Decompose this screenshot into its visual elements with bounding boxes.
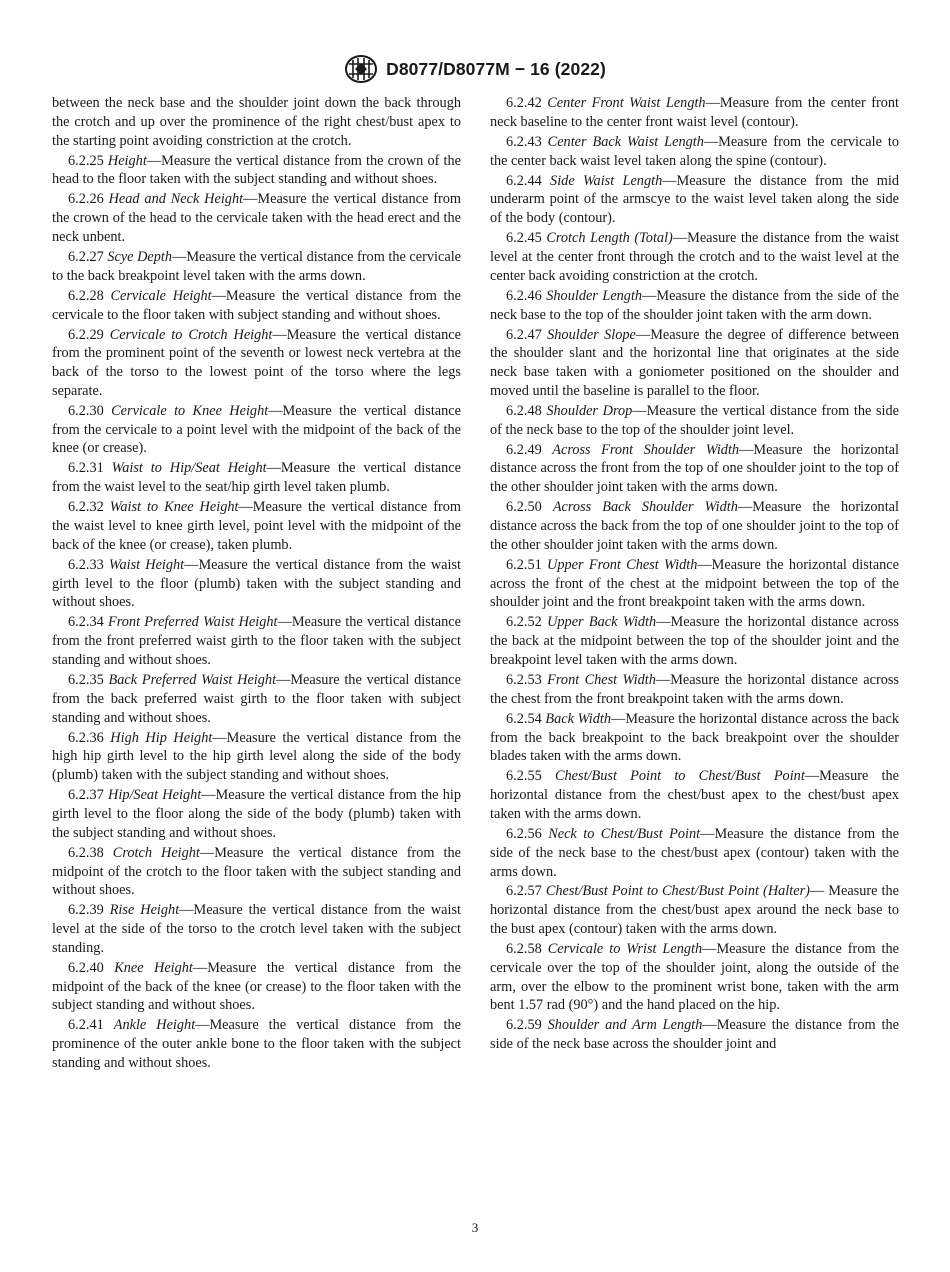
section-number: 6.2.31 — [68, 460, 104, 477]
term-name: Cervicale to Knee Height — [111, 402, 269, 419]
paragraph — [52, 613, 461, 669]
definition-text: —Measure the vertical distance from the prominent point of the seventh or lowest neck vertebra at the back of the torso to the lowest point of the torso where the legs separate. — [52, 326, 461, 399]
paragraph — [52, 786, 461, 842]
term-name: Neck to Chest/Bust Point — [548, 825, 701, 842]
paragraph — [52, 901, 461, 957]
definition-text: — Measure the horizontal distance from the chest/bust apex around the neck base to the bust apex (contour) taken with the arms down. — [490, 883, 899, 938]
term-name: Shoulder Length — [546, 287, 643, 304]
section-number: 6.2.41 — [68, 1017, 104, 1034]
term-name: Knee Height — [114, 959, 193, 976]
definition-text: —Measure the distance from the side of the neck base to the chest/bust apex (contour) taken with the arms down. — [490, 825, 899, 880]
term-name: Cervicale to Wrist Length — [547, 941, 703, 958]
paragraph — [490, 402, 899, 440]
section-number: 6.2.48 — [506, 402, 542, 419]
definition-text: —Measure the distance from the cervicale over the top of the shoulder joint, along the outside of the arm, over the elbow to the prominent wrist bone, taken with the arm bent 1.57 rad (90°) and the hand placed on the hip. — [490, 941, 899, 1014]
paragraph — [52, 459, 461, 497]
definition-text: —Measure the horizontal distance across the back at the midpoint between the top of the shoulder joint and the breakpoint level taken with the arms down. — [490, 614, 899, 668]
astm-logo-icon — [344, 54, 378, 84]
section-number: 6.2.56 — [506, 825, 542, 842]
paragraph — [52, 959, 461, 1015]
definition-text: —Measure the horizontal distance from the chest/bust apex to the chest/bust apex taken with the arms down. — [490, 768, 900, 822]
paragraph — [52, 248, 461, 286]
definition-text: —Measure the distance from the mid underarm point of the armscye to the waist level taken along the side of the body (contour). — [490, 172, 899, 227]
definition-text: —Measure the vertical distance from the high hip girth level to the hip girth level along the side of the body (plumb) taken with the subject standing and without shoes. — [52, 729, 461, 784]
definition-text: —Measure from the cervicale to the center back waist level taken along the spine (contour). — [490, 133, 900, 169]
paragraph — [52, 152, 461, 190]
paragraph — [490, 671, 899, 709]
section-number: 6.2.49 — [506, 441, 542, 458]
section-number: 6.2.45 — [506, 230, 542, 247]
section-number: 6.2.47 — [506, 326, 542, 343]
term-name: Upper Front Chest Width — [547, 556, 698, 573]
section-number: 6.2.44 — [506, 172, 542, 189]
definition-text: —Measure the horizontal distance across the chest from the front breakpoint taken with the arms down. — [490, 671, 899, 707]
paragraph — [490, 172, 899, 228]
term-name: Scye Depth — [107, 248, 173, 265]
section-number: 6.2.29 — [68, 326, 104, 343]
paragraph — [490, 1016, 899, 1054]
definition-text: —Measure the vertical distance from the midpoint of the crotch to the floor taken with the subject standing and without shoes. — [52, 844, 461, 899]
paragraph — [490, 326, 899, 401]
section-number: 6.2.46 — [506, 287, 542, 304]
paragraph — [52, 1016, 461, 1072]
page-header — [0, 52, 950, 86]
definition-text: —Measure the distance from the waist level at the center front through the crotch and to the waist level at the center back avoiding constriction at the crotch. — [490, 230, 899, 284]
definition-text: —Measure the horizontal distance across the front from the top of one shoulder joint to the top of the other shoulder joint taken with the arms down. — [490, 441, 899, 496]
definition-text: —Measure the vertical distance from the waist level at the side of the torso to the crotch level taken with the subject standing. — [52, 902, 461, 956]
paragraph — [490, 94, 899, 132]
section-number: 6.2.50 — [506, 499, 542, 516]
term-name: Chest/Bust Point to Chest/Bust Point — [554, 768, 805, 785]
term-name: Waist to Knee Height — [109, 499, 239, 516]
definition-text: —Measure the vertical distance from the hip girth level to the floor along the side of the body (plumb) taken with the subject standing and without shoes. — [52, 787, 461, 841]
paragraph — [490, 882, 899, 938]
section-number: 6.2.27 — [68, 248, 104, 265]
definition-text: —Measure the vertical distance from the waist level to knee girth level, point level with the midpoint of the back of the knee (or crease), taken plumb. — [52, 499, 461, 553]
definition-text: —Measure the vertical distance from the cervicale to the floor taken with subject standing and without shoes. — [52, 287, 462, 323]
paragraph — [490, 441, 899, 497]
paragraph — [52, 729, 461, 785]
term-name: Across Back Shoulder Width — [552, 499, 738, 516]
term-name: Crotch Height — [112, 844, 200, 861]
term-name: Back Width — [545, 710, 612, 727]
definition-text: —Measure the horizontal distance across the back from the top of one shoulder joint to the top of the other shoulder joint taken with the arms down. — [490, 499, 899, 553]
section-number: 6.2.36 — [68, 729, 104, 746]
section-number: 6.2.40 — [68, 959, 104, 976]
paragraph — [490, 825, 899, 881]
section-number: 6.2.54 — [506, 710, 542, 727]
paragraph — [52, 556, 461, 612]
term-name: Shoulder Slope — [547, 326, 636, 343]
paragraph — [490, 498, 899, 554]
term-name: Front Preferred Waist Height — [108, 614, 278, 631]
paragraph — [52, 326, 461, 401]
paragraph — [490, 556, 899, 612]
paragraph — [490, 767, 899, 823]
term-name: Shoulder and Arm Length — [547, 1017, 703, 1034]
section-number: 6.2.57 — [506, 883, 542, 900]
term-name: Cervicale to Crotch Height — [109, 326, 273, 343]
section-number: 6.2.30 — [68, 402, 104, 419]
paragraph — [490, 613, 899, 669]
term-name: Waist Height — [108, 556, 185, 573]
paragraph — [490, 710, 899, 766]
section-number: 6.2.37 — [68, 787, 104, 804]
definition-text: —Measure the vertical distance from the waist level to the seat/hip girth level taken plumb. — [52, 460, 461, 496]
section-number: 6.2.59 — [506, 1017, 542, 1034]
section-number: 6.2.34 — [68, 614, 104, 631]
page-number: 3 — [471, 1220, 479, 1235]
section-number: 6.2.38 — [68, 844, 104, 861]
section-number: 6.2.33 — [68, 556, 104, 573]
term-name: Rise Height — [109, 902, 180, 919]
term-name: High Hip Height — [110, 729, 213, 746]
term-name: Across Front Shoulder Width — [552, 441, 740, 458]
term-name: Upper Back Width — [547, 614, 657, 631]
section-number: 6.2.51 — [506, 556, 542, 573]
term-name: Crotch Length (Total) — [546, 230, 673, 247]
paragraph — [490, 940, 899, 1015]
term-name: Front Chest Width — [547, 671, 656, 688]
definition-text: between the neck base and the shoulder joint down the back through the crotch and up over the prominence of the right chest/bust apex to the starting point avoiding constriction at the crotch. — [52, 95, 461, 149]
paragraph — [490, 229, 899, 285]
term-name: Chest/Bust Point to Chest/Bust Point (Halter) — [545, 883, 810, 900]
term-name: Ankle Height — [113, 1017, 196, 1034]
paragraph — [52, 844, 461, 900]
definition-text: —Measure from the center front neck baseline to the center front waist level (contour). — [490, 95, 899, 130]
definition-text: —Measure the vertical distance from the cervicale to a point level with the midpoint of the back of the knee (or crease). — [52, 402, 461, 457]
section-number: 6.2.43 — [506, 133, 542, 150]
paragraph — [52, 287, 461, 325]
definition-text: —Measure the degree of difference between the shoulder slant and the horizontal line that originates at the side neck base taken with a goniometer positioned on the shoulder and moved until the baseline is parallel to the floor. — [490, 326, 900, 399]
section-number: 6.2.42 — [506, 95, 542, 111]
paragraph — [52, 94, 461, 150]
section-number: 6.2.52 — [506, 614, 542, 631]
term-name: Side Waist Length — [550, 172, 663, 189]
definition-text: —Measure the vertical distance from the waist girth level to the floor (plumb) taken with the subject standing and without shoes. — [52, 556, 462, 611]
term-name: Hip/Seat Height — [108, 787, 202, 804]
section-number: 6.2.32 — [68, 499, 104, 516]
definition-text: —Measure the vertical distance from the crown of the head to the floor taken with the subject standing and without shoes. — [52, 152, 461, 188]
paragraph — [490, 133, 899, 171]
section-number: 6.2.25 — [68, 152, 104, 169]
definition-text: —Measure the vertical distance from the back preferred waist girth to the floor taken with subject standing and without shoes. — [52, 671, 462, 726]
paragraph — [52, 190, 461, 246]
paragraph — [52, 402, 461, 458]
section-number: 6.2.35 — [68, 671, 104, 688]
section-number: 6.2.58 — [506, 941, 542, 958]
definition-text: —Measure the vertical distance from the midpoint of the back of the knee (or crease) to the floor taken with the subject standing and without shoes. — [52, 959, 461, 1014]
definition-text: —Measure the horizontal distance across the front of the chest at the midpoint between the top of the shoulder joint and the front breakpoint taken with the arms down. — [490, 556, 900, 611]
term-name: Waist to Hip/Seat Height — [111, 460, 267, 477]
section-number: 6.2.53 — [506, 671, 542, 688]
definition-text: —Measure the horizontal distance across the back from the back breakpoint to the back breakpoint over the shoulder blades taken with the arms down. — [490, 710, 899, 765]
section-number: 6.2.55 — [506, 768, 542, 785]
definition-text: —Measure the vertical distance from the front preferred waist girth to the floor taken with the subject standing and without shoes. — [52, 614, 461, 668]
term-name: Cervicale Height — [110, 287, 212, 304]
term-name: Center Back Waist Length — [547, 133, 704, 150]
term-name: Center Front Waist Length — [547, 95, 706, 111]
section-number: 6.2.39 — [68, 902, 104, 919]
definition-text: —Measure the distance from the side of the neck base across the shoulder joint and — [490, 1017, 899, 1053]
definition-text: —Measure the distance from the side of the neck base to the top of the shoulder joint taken with the arm down. — [490, 287, 899, 323]
definition-text: —Measure the vertical distance from the prominence of the outer ankle bone to the floor taken with the subject standing and without shoes. — [52, 1017, 461, 1072]
standard-designation: D8077/D8077M − 16 (2022) — [386, 58, 606, 79]
definition-text: —Measure the vertical distance from the side of the neck base to the top of the shoulder joint level. — [490, 402, 899, 438]
right-column — [490, 94, 899, 1055]
term-name: Head and Neck Height — [108, 191, 244, 208]
paragraph — [490, 287, 899, 325]
paragraph — [52, 498, 461, 554]
section-number: 6.2.26 — [68, 191, 104, 208]
term-name: Back Preferred Waist Height — [108, 671, 277, 688]
left-column — [52, 94, 461, 1074]
term-name: Shoulder Drop — [546, 402, 633, 419]
section-number: 6.2.28 — [68, 287, 104, 304]
definition-text: —Measure the vertical distance from the crown of the head to the cervicale taken with the head erect and the neck unbent. — [52, 191, 462, 245]
term-name: Height — [107, 152, 147, 169]
definition-text: —Measure the vertical distance from the cervicale to the back breakpoint level taken with the arms down. — [52, 248, 462, 284]
paragraph — [52, 671, 461, 727]
